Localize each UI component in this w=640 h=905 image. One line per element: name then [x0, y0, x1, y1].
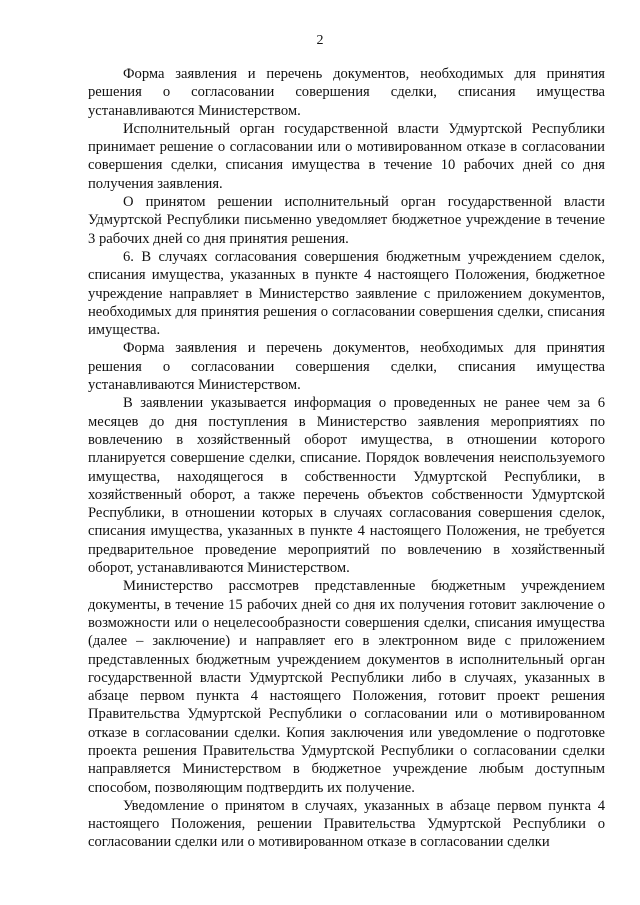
- document-body: [88, 65, 605, 852]
- paragraph: Министерство рассмотрев представленные бюджетным учреждением документы, в течение 15 рабочих дней со дня их получения готовит заключение о возможности или о нецелесообразности совершения сделки, списания имущества (далее – заключение) и направляет его в электронном виде с приложением представленных бюджетным учреждением документов в исполнительный орган государственной власти Удмуртской Республики либо в случаях, указанных в абзаце первом пункта 4 настоящего Положения, готовит проект решения Правительства Удмуртской Республики о согласовании или о мотивированном отказе в согласовании сделки. Копия заключения или уведомление о подготовке проекта решения Правительства Удмуртской Республики о согласовании сделки направляется Министерством в бюджетное учреждение любым доступным способом, позволяющим подтвердить их получение.: [88, 578, 605, 796]
- paragraph: Исполнительный орган государственной власти Удмуртской Республики принимает решение о согласовании или о мотивированном отказе в согласовании совершения сделки, списания имущества в течение 10 рабочих дней со дня получения заявления.: [88, 120, 605, 192]
- paragraph: В заявлении указывается информация о проведенных не ранее чем за 6 месяцев до дня поступления в Министерство заявления мероприятиях по вовлечению в хозяйственный оборот имущества, в отношении которого планируется совершение сделки, списание. Порядок вовлечения неиспользуемого имущества, находящегося в собственности Удмуртской Республики, в хозяйственный оборот, а также перечень объектов собственности Удмуртской Республики, в отношении которых в случаях согласования совершения сделок, списания имущества, указанных в пункте 4 настоящего Положения, не требуется предварительное проведение мероприятий по вовлечению в хозяйственный оборот, устанавливаются Министерством.: [88, 395, 605, 577]
- page-number: 2: [316, 33, 324, 48]
- paragraph: Форма заявления и перечень документов, необходимых для принятия решения о согласовании совершения сделки, списания имущества устанавливаются Министерством.: [88, 340, 605, 394]
- paragraph: Уведомление о принятом в случаях, указанных в абзаце первом пункта 4 настоящего Положения, решении Правительства Удмуртской Республики о согласовании сделки или о мотивированном отказе в согласовании сделки: [88, 797, 605, 851]
- paragraph: 6. В случаях согласования совершения бюджетным учреждением сделок, списания имущества, указанных в пункте 4 настоящего Положения, бюджетное учреждение направляет в Министерство заявление с приложением документов, необходимых для принятия решения о согласовании совершения сделки, списания имущества.: [88, 248, 605, 339]
- paragraph: Форма заявления и перечень документов, необходимых для принятия решения о согласовании совершения сделки, списания имущества устанавливаются Министерством.: [88, 66, 605, 119]
- paragraph: О принятом решении исполнительный орган государственной власти Удмуртской Республики письменно уведомляет бюджетное учреждение в течение 3 рабочих дней со дня принятия решения.: [88, 194, 605, 247]
